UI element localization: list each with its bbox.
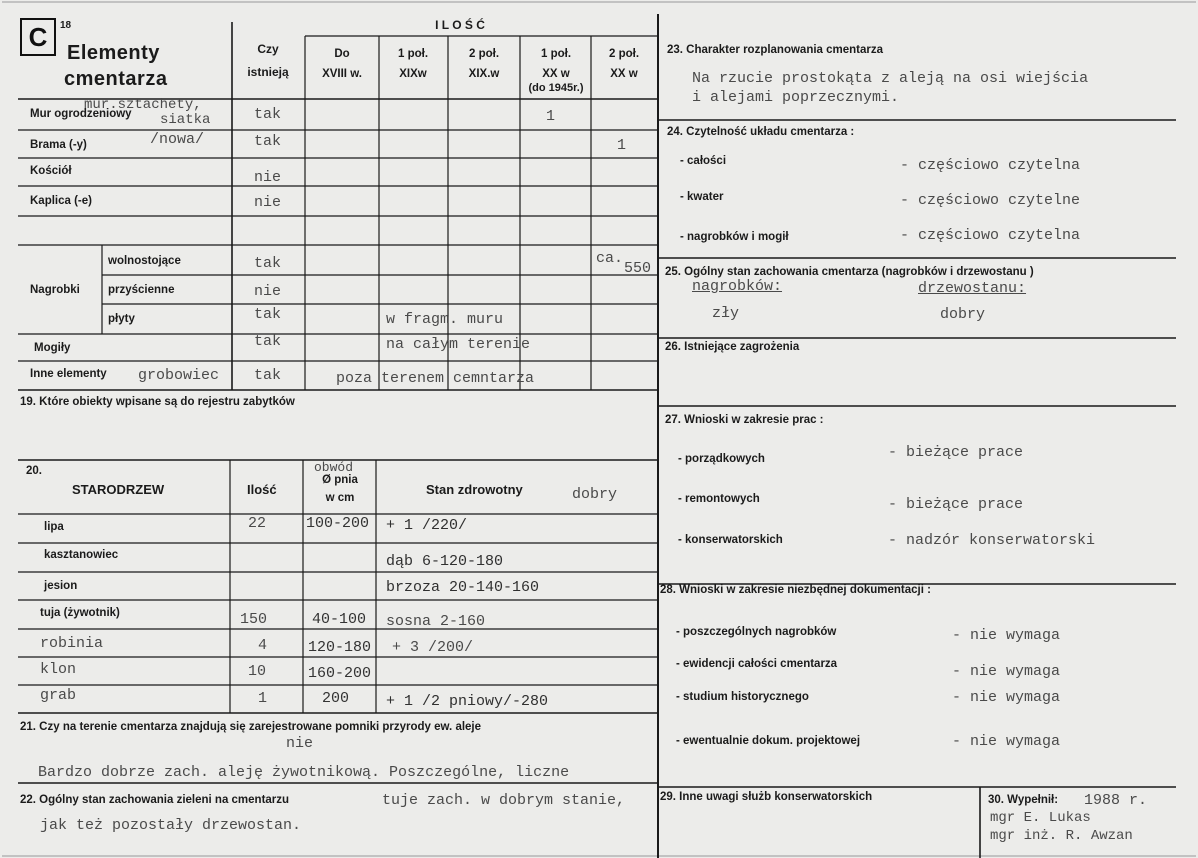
row-kosciol-exists: nie <box>254 169 282 186</box>
row-mur-count: 1 <box>546 108 556 125</box>
q23-text1: Na rzucie prostokąta z aleją na osi wiejścia <box>692 70 1089 87</box>
q20-col-trunk2: w cm <box>325 492 355 504</box>
row-wolnostojace-label: wolnostojące <box>108 255 181 267</box>
row-inne-note2: poza terenem cemntarza <box>336 370 535 387</box>
q27-item-3-label: - konserwatorskich <box>678 534 783 546</box>
row-przyscienne-exists: nie <box>254 283 282 300</box>
q22-label: 22. Ogólny stan zachowania zieleni na cmentarzu <box>20 794 290 806</box>
tree-row-4-count: 150 <box>240 611 268 628</box>
row-kaplica-exists: nie <box>254 194 282 211</box>
row-wolnostojace-exists: tak <box>254 255 282 272</box>
q27-item-2-value: - bieżące prace <box>888 496 1024 513</box>
row-brama-note: /nowa/ <box>150 131 205 148</box>
q25-col1: nagrobków: <box>692 278 783 295</box>
q20-health-value: dobry <box>572 486 618 503</box>
q28-item-3-value: - nie wymaga <box>952 689 1061 706</box>
q28-item-3-label: - studium historycznego <box>676 691 809 703</box>
q20-col-count: Ilość <box>247 482 277 497</box>
q28-item-1-value: - nie wymaga <box>952 627 1061 644</box>
tree-row-6-name: klon <box>40 661 77 678</box>
q28-item-4-value: - nie wymaga <box>952 733 1061 750</box>
q27-item-3-value: - nadzór konserwatorski <box>888 532 1096 549</box>
q24-item-1-label: - całości <box>680 155 727 167</box>
row-kaplica-label: Kaplica (-e) <box>30 195 92 207</box>
period-5-l2: XX w <box>610 68 638 80</box>
row-plyty-label: płyty <box>108 313 135 325</box>
q24-item-1-value: - częściowo czytelna <box>900 157 1081 174</box>
row-plyty-exists: tak <box>254 306 282 323</box>
tree-row-1-trunk: 100-200 <box>306 515 370 532</box>
q27-item-2-label: - remontowych <box>678 493 760 505</box>
row-mur-label: Mur ogrodzeniowy <box>30 108 132 120</box>
exists-header-2: istnieją <box>247 65 289 79</box>
tree-row-6-trunk: 160-200 <box>308 665 372 682</box>
q25-label: 25. Ogólny stan zachowania cmentarza (nagrobków i drzewostanu ) <box>665 266 1034 278</box>
q23-label: 23. Charakter rozplanowania cmentarza <box>667 44 884 56</box>
row-inne-note: grobowiec <box>138 367 220 384</box>
q25-col2: drzewostanu: <box>918 280 1027 297</box>
q21-answer: nie <box>286 735 314 752</box>
q30-label: 30. Wypełnił: <box>988 794 1059 806</box>
q28-label: 28. Wnioski w zakresie niezbędnej dokumentacji : <box>660 584 931 596</box>
q20-col-health: Stan zdrowotny <box>426 482 523 497</box>
row-inne-label: Inne elementy <box>30 368 107 380</box>
period-4-l1: 1 poł. <box>540 48 572 60</box>
q28-item-1-label: - poszczególnych nagrobków <box>676 626 837 638</box>
tree-row-3-name: jesion <box>44 580 78 592</box>
row-brama-exists: tak <box>254 133 282 150</box>
q20-num: 20. <box>26 465 42 477</box>
q30-name1: mgr E. Lukas <box>990 810 1091 826</box>
tree-row-7-health: + 1 /2 pniowy/-280 <box>386 693 549 710</box>
tree-row-3-health: brzoza 20-140-160 <box>386 579 540 596</box>
q20-col-trunk-handwritten: obwód <box>314 460 354 475</box>
period-2-l2: XIXw <box>399 68 427 80</box>
q22-text2: jak też pozostały drzewostan. <box>40 817 302 834</box>
q24-item-2-label: - kwater <box>680 191 724 203</box>
section-letter: C <box>20 18 56 56</box>
q23-text2: i alejami poprzecznymi. <box>692 89 900 106</box>
q27-label: 27. Wnioski w zakresie prac : <box>665 414 824 426</box>
row-brama-label: Brama (-y) <box>30 139 87 151</box>
row-mogily-label: Mogiły <box>34 342 71 354</box>
q25-val1: zły <box>712 305 740 322</box>
period-5-l1: 2 poł. <box>608 48 640 60</box>
row-inne-exists: tak <box>254 367 282 384</box>
quantity-header: I L O Ś Ć <box>435 18 485 32</box>
period-3-l1: 2 poł. <box>468 48 500 60</box>
period-1-l1: Do <box>334 48 350 60</box>
tree-row-7-trunk: 200 <box>322 690 350 707</box>
row-nagrobki-label: Nagrobki <box>30 284 80 296</box>
q28-item-2-value: - nie wymaga <box>952 663 1061 680</box>
q21-label: 21. Czy na terenie cmentarza znajdują się zarejestrowane pomniki przyrody ew. aleje <box>20 721 482 733</box>
period-1-l2: XVIII w. <box>322 68 362 80</box>
tree-row-7-count: 1 <box>258 690 268 707</box>
tree-row-5-name: robinia <box>40 635 104 652</box>
q20-col-name: STARODRZEW <box>72 482 165 497</box>
q30-year: 1988 r. <box>1084 792 1148 809</box>
period-4-l3: (do 1945r.) <box>528 82 584 94</box>
q24-item-3-label: - nagrobków i mogił <box>680 231 789 243</box>
tree-row-7-name: grab <box>40 687 77 704</box>
q19-label: 19. Które obiekty wpisane są do rejestru zabytków <box>20 396 295 408</box>
tree-row-1-health: + 1 /220/ <box>386 517 468 534</box>
row-brama-count: 1 <box>617 137 627 154</box>
tree-row-2-health: dąb 6-120-180 <box>386 553 504 570</box>
row-mur-exists: tak <box>254 106 282 123</box>
row-mur-note2: siatka <box>160 112 211 128</box>
tree-row-4-trunk: 40-100 <box>312 611 367 628</box>
q30-name2: mgr inż. R. Awzan <box>990 828 1133 844</box>
q29-label: 29. Inne uwagi służb konserwatorskich <box>660 791 873 803</box>
tree-row-1-name: lipa <box>44 521 64 533</box>
row-mur-note1: mur.sztachety, <box>84 97 202 113</box>
tree-row-4-name: tuja (żywotnik) <box>40 607 120 619</box>
tree-row-2-name: kasztanowiec <box>44 549 119 561</box>
row-mogily-note: na całym terenie <box>386 336 531 353</box>
q22-text1: tuje zach. w dobrym stanie, <box>382 792 626 809</box>
q28-item-2-label: - ewidencji całości cmentarza <box>676 658 838 670</box>
q24-label: 24. Czytelność układu cmentarza : <box>667 126 855 138</box>
tree-row-4-health: sosna 2-160 <box>386 613 486 630</box>
row-przyscienne-label: przyścienne <box>108 284 175 296</box>
q27-item-1-label: - porządkowych <box>678 453 765 465</box>
q21-text: Bardzo dobrze zach. aleję żywotnikową. Poszczególne, liczne <box>38 764 570 781</box>
tree-row-5-trunk: 120-180 <box>308 639 372 656</box>
period-4-l2: XX w <box>542 68 570 80</box>
q24-item-2-value: - częściowo czytelne <box>900 192 1081 209</box>
period-3-l2: XIX.w <box>468 68 500 80</box>
title-line1: Elementy <box>67 42 160 64</box>
q25-val2: dobry <box>940 306 986 323</box>
q26-label: 26. Istniejące zagrożenia <box>665 341 800 353</box>
section-number: 18 <box>60 20 72 31</box>
row-kosciol-label: Kościół <box>30 165 72 177</box>
row-wolnostojace-count: 550 <box>624 260 652 277</box>
tree-row-6-count: 10 <box>248 663 267 680</box>
title-line2: cmentarza <box>64 68 168 90</box>
q24-item-3-value: - częściowo czytelna <box>900 227 1081 244</box>
row-mogily-exists: tak <box>254 333 282 350</box>
q20-col-trunk: Ø pnia <box>322 474 358 486</box>
q28-item-4-label: - ewentualnie dokum. projektowej <box>676 735 861 747</box>
exists-header-1: Czy <box>257 42 279 56</box>
row-wolnostojace-count-prefix: ca. <box>596 250 624 267</box>
tree-row-5-health: + 3 /200/ <box>392 639 474 656</box>
period-2-l1: 1 poł. <box>397 48 429 60</box>
q27-item-1-value: - bieżące prace <box>888 444 1024 461</box>
row-plyty-note: w fragm. muru <box>386 311 504 328</box>
tree-row-1-count: 22 <box>248 515 267 532</box>
tree-row-5-count: 4 <box>258 637 268 654</box>
